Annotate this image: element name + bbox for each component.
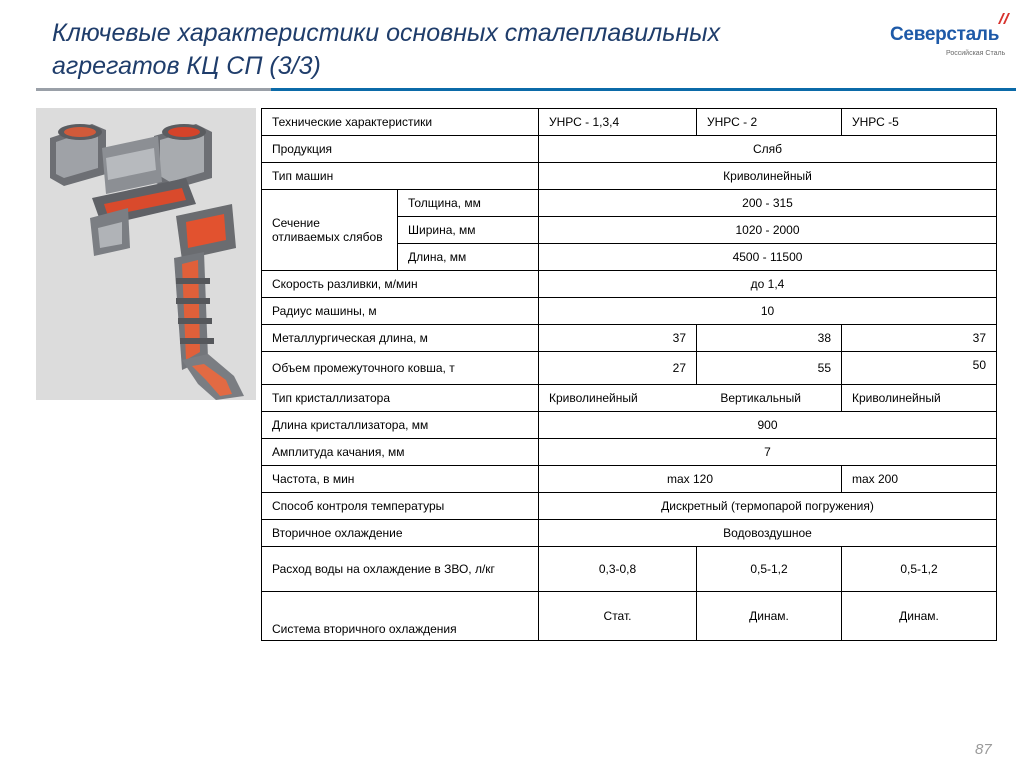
cell-unrs-5: Динам. [842, 592, 997, 641]
table-row-thickness [262, 190, 997, 217]
table-row-secondary-cooling [262, 520, 997, 547]
table-row-mold-type [262, 385, 997, 412]
row-value: Сляб [539, 136, 997, 163]
row-label: Расход воды на охлаждение в ЗВО, л/кг [262, 547, 539, 592]
table-row-cooling-system [262, 592, 997, 641]
row-label: Амплитуда качания, мм [262, 439, 539, 466]
row-value: 7 [539, 439, 997, 466]
row-value: Криволинейный [539, 163, 997, 190]
specs-table [261, 108, 997, 641]
header-unrs-134: УНРС - 1,3,4 [539, 109, 697, 136]
table-row-casting-speed [262, 271, 997, 298]
cell-unrs-134-2 [539, 385, 842, 412]
table-row-radius [262, 298, 997, 325]
caster-illustration [36, 108, 256, 400]
row-label: Тип кристаллизатора [262, 385, 539, 412]
row-label: Скорость разливки, м/мин [262, 271, 539, 298]
row-label: Длина кристаллизатора, мм [262, 412, 539, 439]
cell-unrs-5: Криволинейный [842, 385, 997, 412]
table-row-temperature-control [262, 493, 997, 520]
cell-unrs-5: 50 [842, 352, 997, 385]
cell-unrs-2: 38 [697, 325, 842, 352]
row-label: Вторичное охлаждение [262, 520, 539, 547]
row-label: Частота, в мин [262, 466, 539, 493]
table-row-oscillation-amplitude [262, 439, 997, 466]
row-value: Водовоздушное [539, 520, 997, 547]
cell-unrs-2: 0,5-1,2 [697, 547, 842, 592]
header-unrs-2: УНРС - 2 [697, 109, 842, 136]
row-value: 1020 - 2000 [539, 217, 997, 244]
table-row-metallurgical-length [262, 325, 997, 352]
cell-unrs-5: 37 [842, 325, 997, 352]
row-value: до 1,4 [539, 271, 997, 298]
row-value: Дискретный (термопарой погружения) [539, 493, 997, 520]
row-value: 4500 - 11500 [539, 244, 997, 271]
cell-unrs-2: Динам. [697, 592, 842, 641]
page-number: 87 [975, 741, 992, 758]
cell-unrs-134: Криволинейный [549, 391, 638, 405]
slide-title [52, 17, 852, 83]
table-row-tundish-volume [262, 352, 997, 385]
table-row-frequency [262, 466, 997, 493]
row-label: Способ контроля температуры [262, 493, 539, 520]
table-row-mold-length [262, 412, 997, 439]
section-group-label: Сечение отливаемых слябов [262, 190, 398, 271]
row-label: Металлургическая длина, м [262, 325, 539, 352]
table-row-machine-type [262, 163, 997, 190]
row-label: Система вторичного охлаждения [262, 592, 539, 641]
row-value: 200 - 315 [539, 190, 997, 217]
row-label: Продукция [262, 136, 539, 163]
row-value: 10 [539, 298, 997, 325]
cell-unrs-134: 27 [539, 352, 697, 385]
row-label: Тип машин [262, 163, 539, 190]
title-line-2: агрегатов КЦ СП (3/3) [52, 52, 321, 80]
cell-unrs-5: 0,5-1,2 [842, 547, 997, 592]
row-sublabel: Длина, мм [398, 244, 539, 271]
header-unrs-5: УНРС -5 [842, 109, 997, 136]
row-label: Объем промежуточного ковша, т [262, 352, 539, 385]
cell-unrs-2: 55 [697, 352, 842, 385]
logo-wordmark: Северсталь [890, 24, 1000, 45]
cell-unrs-134: 37 [539, 325, 697, 352]
continuous-casting-machine-icon [36, 108, 256, 400]
row-sublabel: Ширина, мм [398, 217, 539, 244]
table-row-water-flow [262, 547, 997, 592]
table-row-product [262, 136, 997, 163]
table-header-row [262, 109, 997, 136]
logo-tagline: Российская Сталь [946, 50, 1006, 57]
company-logo [890, 10, 1020, 65]
cell-unrs-134: 0,3-0,8 [539, 547, 697, 592]
cell-unrs-134-2: max 120 [539, 466, 842, 493]
row-value: 900 [539, 412, 997, 439]
cell-unrs-134: Стат. [539, 592, 697, 641]
row-label: Радиус машины, м [262, 298, 539, 325]
cell-unrs-5: max 200 [842, 466, 997, 493]
cell-unrs-2: Вертикальный [720, 391, 801, 405]
row-sublabel: Толщина, мм [398, 190, 539, 217]
header-divider [36, 88, 1016, 91]
header-characteristics: Технические характеристики [262, 109, 539, 136]
title-line-1: Ключевые характеристики основных сталеплавильных [52, 19, 721, 47]
